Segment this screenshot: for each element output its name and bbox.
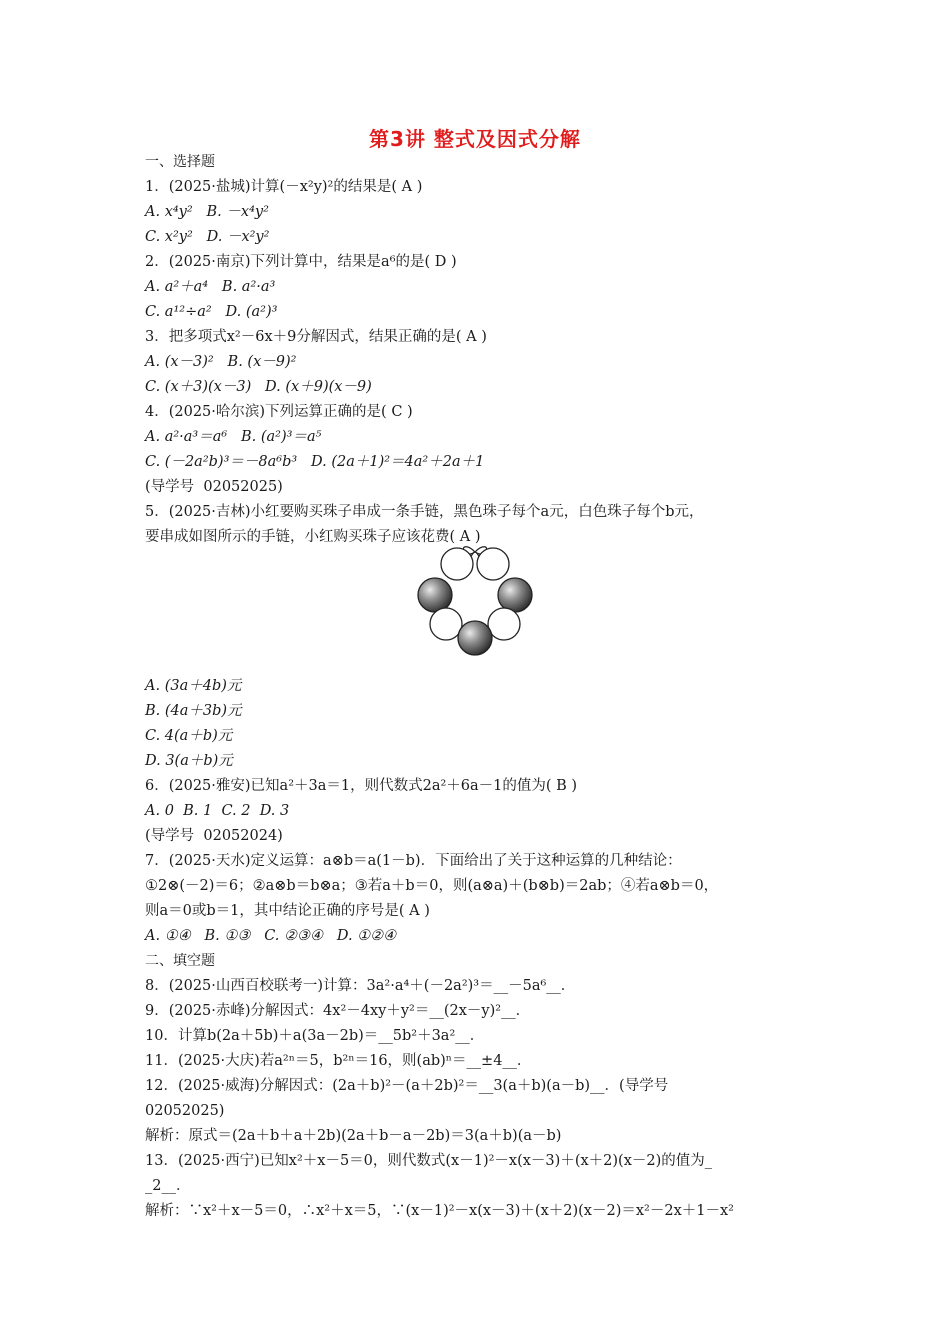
text-line: 二、填空题 <box>145 953 215 969</box>
text-line: 10．计算b(2a＋5b)＋a(3a－2b)＝__5b²＋3a²__． <box>145 1028 485 1044</box>
text-line: 9．(2025·赤峰)分解因式：4x²－4xy＋y²＝__(2x－y)²__． <box>145 1003 531 1019</box>
black-bead-icon <box>418 578 452 612</box>
text-line: C. 4(a＋b)元 <box>145 728 233 744</box>
text-line: 13．(2025·西宁)已知x²＋x－5＝0，则代数式(x－1)²－x(x－3)＋(x＋2)(x－2)的值为_ <box>145 1153 712 1169</box>
text-line: 2．(2025·南京)下列计算中，结果是a⁶的是( D ) <box>145 254 457 270</box>
text-line: 5．(2025·吉林)小红要购买珠子串成一条手链，黑色珠子每个a元，白色珠子每个b元， <box>145 504 704 520</box>
text-line: 解析：原式＝(2a＋b＋a＋2b)(2a＋b－a－2b)＝3(a＋b)(a－b) <box>145 1128 562 1144</box>
black-bead-icon <box>458 621 492 655</box>
text-line: 11．(2025·大庆)若a²ⁿ＝5，b²ⁿ＝16，则(ab)ⁿ＝__±4__． <box>145 1053 532 1069</box>
text-line: 1．(2025·盐城)计算(－x²y)²的结果是( A ) <box>145 179 423 195</box>
text-line: A. a²＋a⁴ B. a²·a³ <box>145 279 276 295</box>
white-bead-icon <box>477 548 509 580</box>
text-line: D. 3(a＋b)元 <box>145 753 233 769</box>
text-line: 02052025) <box>145 1103 225 1119</box>
text-line: 4．(2025·哈尔滨)下列运算正确的是( C ) <box>145 404 413 420</box>
text-line: A. x⁴y² B. －x⁴y² <box>145 204 269 220</box>
text-line: 12．(2025·威海)分解因式：(2a＋b)²－(a＋2b)²＝__3(a＋b)(a－b)__．(导学号 <box>145 1078 669 1094</box>
text-line: _2__． <box>145 1178 191 1194</box>
text-line: 要串成如图所示的手链，小红购买珠子应该花费( A ) <box>145 529 481 545</box>
page-title: 第3讲 整式及因式分解 <box>369 127 581 151</box>
text-line: C. (x＋3)(x－3) D. (x＋9)(x－9) <box>145 379 372 395</box>
text-line: 解析：∵x²＋x－5＝0，∴x²＋x＝5，∵(x－1)²－x(x－3)＋(x＋2)(x－2)＝x²－2x＋1－x² <box>145 1203 734 1219</box>
text-line: 8．(2025·山西百校联考一)计算：3a²·a⁴＋(－2a²)³＝__－5a⁶__． <box>145 978 576 994</box>
text-line: 6．(2025·雅安)已知a²＋3a＝1，则代数式2a²＋6a－1的值为( B ) <box>145 778 578 794</box>
white-bead-icon <box>488 608 520 640</box>
bracelet-figure <box>410 544 540 656</box>
white-bead-icon <box>441 548 473 580</box>
text-line: A. (3a＋4b)元 <box>145 678 242 694</box>
text-line: 一、选择题 <box>145 154 215 170</box>
text-line: C. a¹²÷a² D. (a²)³ <box>145 304 278 320</box>
text-line: 则a＝0或b＝1，其中结论正确的序号是( A ) <box>145 903 430 919</box>
black-bead-icon <box>498 578 532 612</box>
text-line: A. a²·a³＝a⁶ B. (a²)³＝a⁵ <box>145 429 322 445</box>
white-bead-icon <box>430 608 462 640</box>
text-line: (导学号 02052024) <box>145 828 283 844</box>
text-line: A. ①④ B. ①③ C. ②③④ D. ①②④ <box>145 928 397 944</box>
text-line: A. (x－3)² B. (x－9)² <box>145 354 297 370</box>
text-line: C. (－2a²b)³＝－8a⁶b³ D. (2a＋1)²＝4a²＋2a＋1 <box>145 454 485 470</box>
text-line: 3．把多项式x²－6x＋9分解因式，结果正确的是( A ) <box>145 329 487 345</box>
text-line: B. (4a＋3b)元 <box>145 703 242 719</box>
text-line: C. x²y² D. －x²y² <box>145 229 270 245</box>
text-line: ①2⊗(－2)＝6；②a⊗b＝b⊗a；③若a＋b＝0，则(a⊗a)＋(b⊗b)＝2ab；④若a⊗b＝0， <box>145 878 719 894</box>
text-line: (导学号 02052025) <box>145 479 283 495</box>
text-line: 7．(2025·天水)定义运算：a⊗b＝a(1－b)．下面给出了关于这种运算的几种结论： <box>145 853 682 869</box>
text-line: A. 0 B. 1 C. 2 D. 3 <box>145 803 290 819</box>
